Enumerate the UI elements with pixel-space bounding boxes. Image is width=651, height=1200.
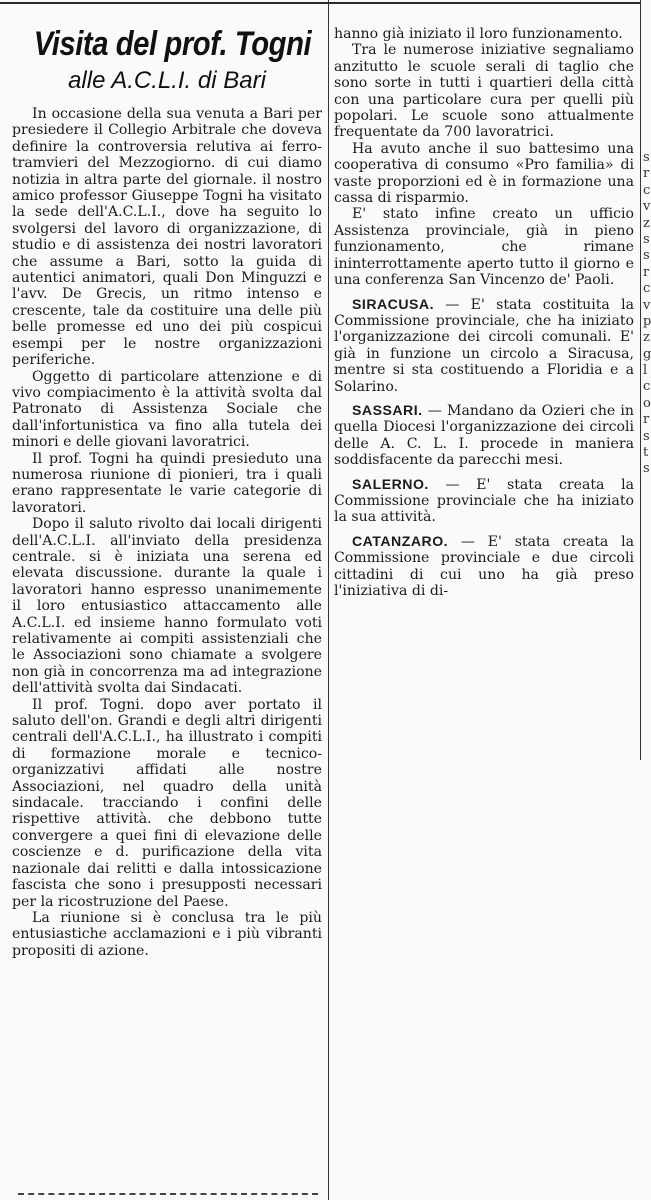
fragment-letter: s bbox=[643, 231, 650, 247]
fragment-letter: v bbox=[643, 297, 651, 313]
paragraph: La riunione si è conclusa tra le più entusiastiche acclamazioni e i più vibranti propositi di azione. bbox=[12, 909, 322, 959]
top-rule bbox=[0, 2, 640, 8]
news-text: — E' stata creata la Commissione provinciale e due circoli cittadini di cui uno ha già preso l'iniziativa di di- bbox=[334, 533, 634, 599]
news-item-sassari bbox=[334, 402, 634, 469]
column-divider bbox=[328, 0, 329, 1200]
fragment-letter: t bbox=[643, 445, 649, 461]
fragment-letter: c bbox=[643, 182, 651, 198]
news-text: — Mandano da Ozieri che in quella Diocesi l'organizzazione dei circoli delle A. C. L. I. procede in maniera soddisfacente da parecchi mesi. bbox=[334, 402, 634, 469]
news-item-salerno bbox=[334, 476, 634, 526]
news-text: — E' stata costituita la Commissione provinciale, che ha iniziato l'organizzazione dei circoli comunali. E' già in funzione un circolo a Siracusa, mentre si sta costituendo a Floridia e a Solarino. bbox=[334, 296, 634, 395]
article-column-left bbox=[12, 24, 322, 959]
paragraph: hanno già iniziato il loro funzionamento. bbox=[334, 26, 623, 42]
fragment-letter: c bbox=[643, 281, 651, 297]
article-headline: Visita del prof. Togni bbox=[33, 25, 312, 63]
city-label: SALERNO. bbox=[352, 475, 429, 492]
article-subheadline: alle A.C.L.I. di Bari bbox=[68, 67, 266, 94]
bottom-rule bbox=[18, 1193, 318, 1195]
fragment-letter: o bbox=[643, 395, 651, 411]
fragment-letter: s bbox=[643, 248, 650, 264]
article-column-right bbox=[334, 26, 634, 599]
paragraph: In occasione della sua venuta a Bari per presiedere il Collegio Arbitrale che doveva definire la controversia relutiva ai ferro-tramvieri del Mezzogiorno. di cui diamo notizia in altra parte del giornale. il nostro amico professor Giuseppe Togni ha visitato la sede dell'A.C.L.I., dove ha seguito lo svolgersi del lavoro di organizzazione, di studio e di assistenza dei nostri lavoratori che assume a Bari, sotto la guida di autentici animatori, quali Don Minguzzi e l'avv. De Grecis, un ritmo intenso e crescente, tale da costituire una delle più belle promesse ed uno dei più cospicui esempi per le nostre organizzazioni periferiche. bbox=[12, 106, 322, 369]
adjacent-column-fragments bbox=[643, 0, 651, 800]
paragraph: Il prof. Togni. dopo aver portato il saluto dell'on. Grandi e degli altri dirigenti centrali dell'A.C.L.I., ha illustrato i compiti di formazione morale e tecnico-organizzativi affidati alle nostre Associazioni, nel quadro della unità sindacale. tracciando i confini delle rispettive attività. che debbono tutte convergere a quei fini di elevazione delle coscienze e d. purificazione della vita nazionale dai relitti e dalla intossicazione fascista che sono i presupposti necessari per la ricostruzione del Paese. bbox=[12, 696, 322, 910]
fragment-letter: z bbox=[643, 330, 650, 346]
paragraph: Dopo il saluto rivolto dai locali dirigenti dell'A.C.L.I. all'inviato della presidenza centrale. si è iniziata una serena ed elevata discussione. durante la quale i lavoratori hanno espresso unanimemente il loro entusiastico attaccamento alle A.C.L.I. ed insieme hanno formulato voti relativamente ai compiti assistenziali che le Associazioni sono chiamate a svolgere non già in concorrenza ma ad integrazione dell'attività svolta dai Sindacati. bbox=[12, 516, 322, 697]
city-label: CATANZARO. bbox=[352, 532, 449, 549]
fragment-letter: v bbox=[643, 199, 651, 215]
paragraph: Il prof. Togni ha quindi presieduto una numerosa riunione di pionieri, tra i quali erano rappresentate le varie categorie di lavoratori. bbox=[12, 450, 322, 516]
news-item-catanzaro bbox=[334, 533, 634, 600]
city-label: SIRACUSA. bbox=[352, 295, 435, 312]
paragraph: Tra le numerose iniziative segnaliamo anzitutto le scuole serali di taglio che sono sorte in tutti i quartieri della città con una particolare cura per quelli più popolari. Le scuole sono attualmente frequentate da 700 lavoratrici. bbox=[334, 42, 634, 141]
fragment-letter: c bbox=[643, 379, 651, 395]
paragraph: E' stato infine creato un ufficio Assistenza provinciale, già in pieno funzionamento, che rimane ininterrottamente aperto tutto il giorno e una conferenza San Vincenzo de' Paoli. bbox=[334, 206, 634, 289]
fragment-letter: r bbox=[643, 166, 650, 182]
city-label: SASSARI. bbox=[352, 401, 423, 418]
fragment-letter: g bbox=[643, 346, 651, 362]
paragraph: Ha avuto anche il suo battesimo una cooperativa di consumo «Pro familia» di vaste proporzioni ed è in formazione una cassa di risparmio. bbox=[334, 140, 634, 207]
paragraph: Oggetto di particolare attenzione e di vivo compiacimento è la attività svolta dal Patronato di Assistenza Sociale che dall'infortunistica va fino alla tutela dei minori e delle giovani lavoratrici. bbox=[12, 368, 322, 451]
fragment-letter: s bbox=[643, 150, 650, 165]
fragment-letter: l bbox=[643, 363, 648, 379]
fragment-letter: p bbox=[643, 313, 651, 329]
right-column-divider bbox=[640, 0, 641, 760]
news-item-siracusa bbox=[334, 296, 634, 395]
fragment-letter: r bbox=[643, 412, 650, 428]
news-text: — E' stata creata la Commissione provinciale che ha iniziato la sua attività. bbox=[334, 476, 634, 526]
fragment-letter: z bbox=[643, 215, 650, 231]
fragment-letter: r bbox=[643, 264, 650, 280]
fragment-letter: s bbox=[643, 461, 650, 477]
fragment-letter: s bbox=[643, 428, 650, 444]
